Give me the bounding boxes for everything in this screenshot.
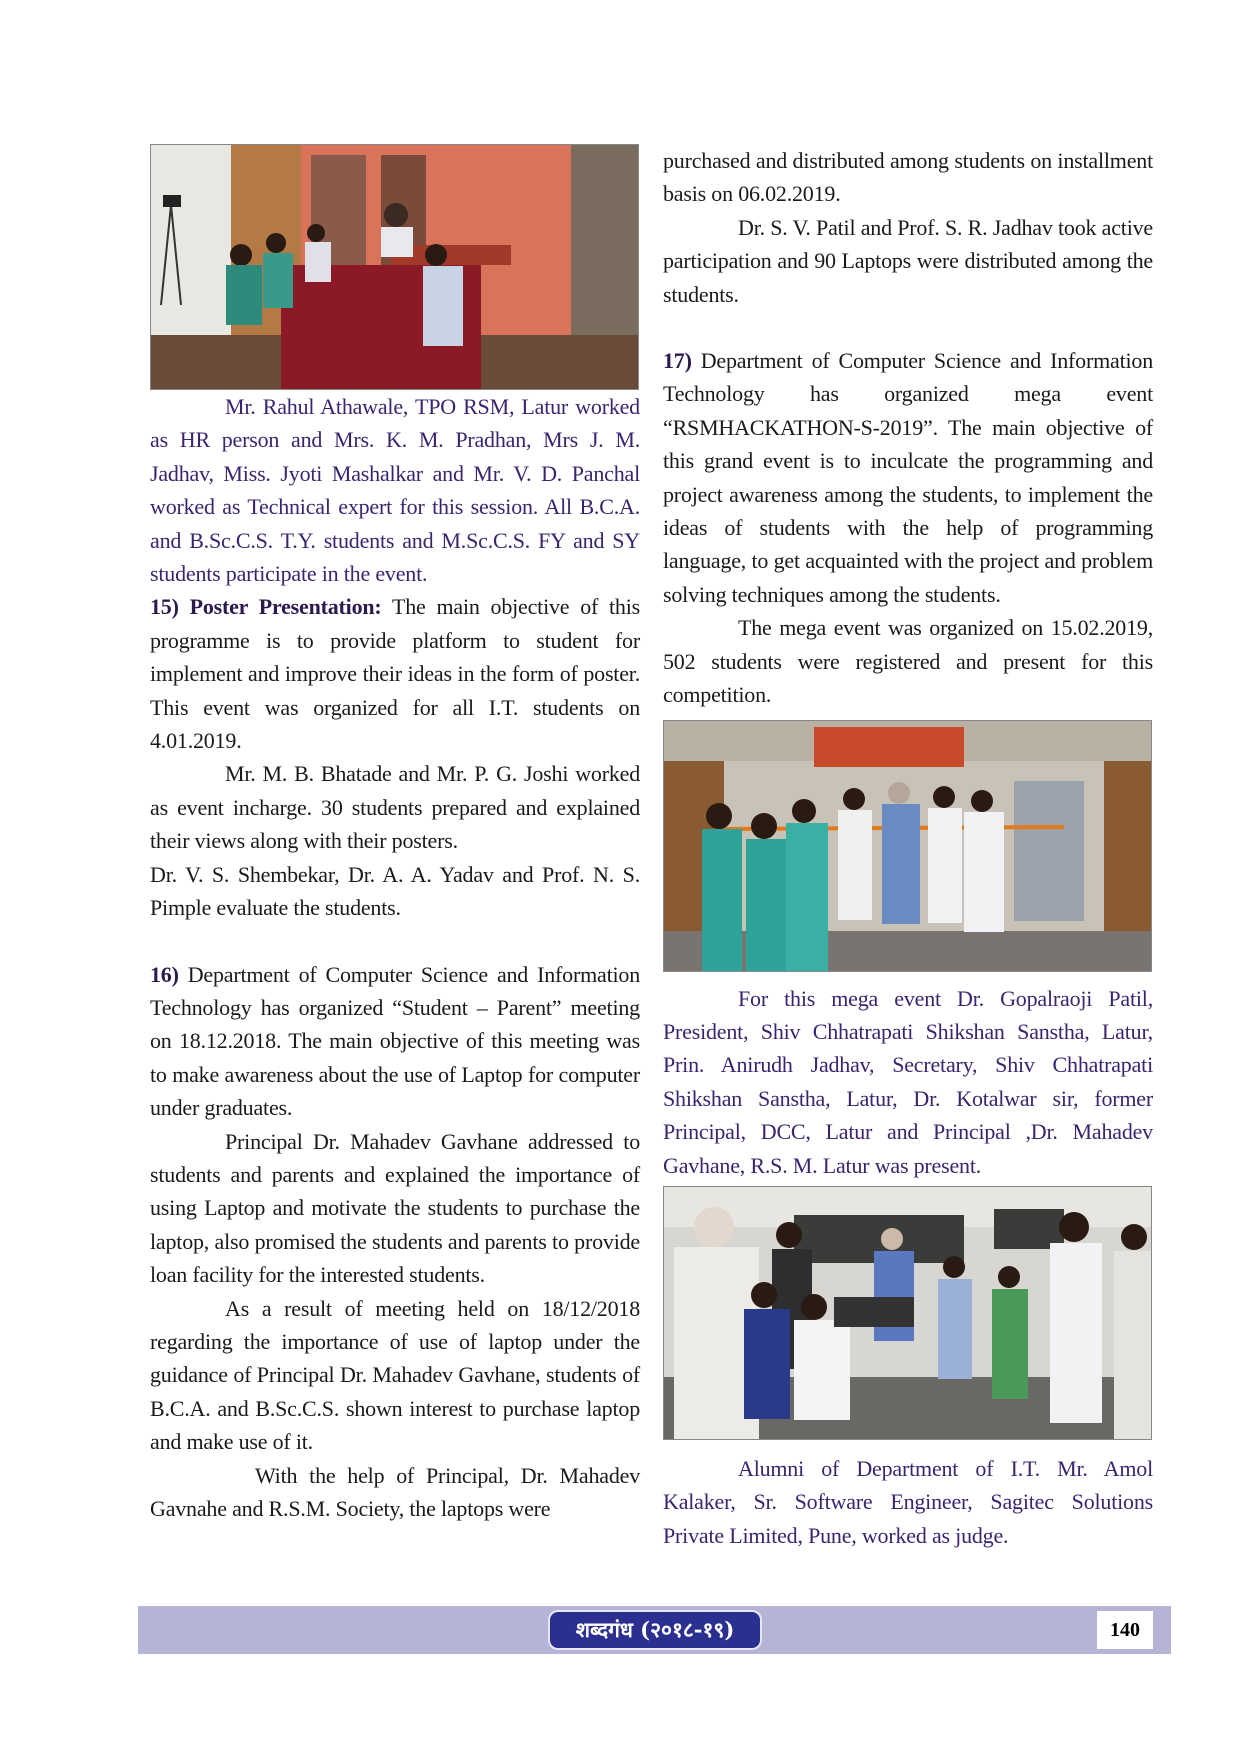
- section-16-principal: Principal Dr. Mahadev Gavhane addressed to students and parents and explained the importance of using Laptop and motivate the students to purchase the laptop, also promised the students and parents to provide loan facility for the interested students.: [150, 1128, 640, 1288]
- photo-ribbon-caption: For this mega event Dr. Gopalraoji Patil, President, Shiv Chhatrapati Shikshan Sanstha, Latur, Prin. Anirudh Jadhav, Secretary, Shiv Chhatrapati Shikshan Sanstha, Latur, Dr. Kotalwar sir, former Principal, DCC, Latur and Principal ,Dr. Mahadev Gavhane, R.S. M. Latur was present.: [663, 985, 1153, 1178]
- section-17-paragraph: [663, 344, 1153, 611]
- page-footer: [138, 1606, 1171, 1654]
- section-15-incharge: Mr. M. B. Bhatade and Mr. P. G. Joshi worked as event incharge. 30 students prepared and explained their views along with their posters.: [150, 761, 640, 854]
- photo-judging: [663, 1186, 1152, 1440]
- photo-meeting-caption: Mr. Rahul Athawale, TPO RSM, Latur worked as HR person and Mrs. K. M. Pradhan, Mrs J. M. Jadhav, Miss. Jyoti Mashalkar and Mr. V. D. Panchal worked as Technical expert for this session. All B.C.A. and B.Sc.C.S. T.Y. students and M.Sc.C.S. FY and SY students participate in the event.: [150, 394, 640, 587]
- section-17-date: The mega event was organized on 15.02.2019, 502 students were registered and present for this competition.: [663, 615, 1153, 708]
- section-17-number: 17): [663, 348, 692, 374]
- section-15-paragraph: [150, 590, 640, 757]
- section-15-heading: 15) Poster Presentation:: [150, 594, 382, 620]
- section-15-text: The main objective of this programme is to provide platform to student for implement and improve their ideas in the form of poster. This event was organized for all I.T. students on 4.01.2019.: [150, 594, 640, 754]
- right-column: [663, 144, 1153, 1552]
- section-16-paragraph: [150, 958, 640, 1125]
- laptop-distribution-participants: Dr. S. V. Patil and Prof. S. R. Jadhav took active participation and 90 Laptops were distributed among the students.: [663, 214, 1153, 307]
- section-16-society: With the help of Principal, Dr. Mahadev Gavnahe and R.S.M. Society, the laptops were: [150, 1462, 640, 1521]
- section-15-evaluators: Dr. V. S. Shembekar, Dr. A. A. Yadav and Prof. N. S. Pimple evaluate the students.: [150, 861, 640, 921]
- photo-judging-caption: Alumni of Department of I.T. Mr. Amol Kalaker, Sr. Software Engineer, Sagitec Solutions Private Limited, Pune, worked as judge.: [663, 1455, 1153, 1548]
- section-17-text: Department of Computer Science and Information Technology has organized mega event “RSMHACKATHON-S-2019”. The main objective of this grand event is to inculcate the programming and project awareness among the students, to implement the ideas of students with the help of programming language, to get acquainted with the project and problem solving techniques among the students.: [663, 348, 1153, 607]
- left-column: [150, 144, 640, 1525]
- section-16-number: 16): [150, 961, 179, 987]
- photo-ribbon-cutting: [663, 720, 1152, 972]
- laptop-distribution-text: purchased and distributed among students on installment basis on 06.02.2019.: [663, 148, 1153, 207]
- section-16-text: Department of Computer Science and Information Technology has organized “Student – Parent” meeting on 18.12.2018. The main objective of this meeting was to make awareness about the use of Laptop for computer under graduates.: [150, 961, 640, 1121]
- photo-meeting-room: [150, 144, 639, 390]
- page-number: 140: [1097, 1611, 1153, 1649]
- journal-title: शब्दगंध (२०१८-१९): [548, 1610, 762, 1650]
- section-16-result: As a result of meeting held on 18/12/2018 regarding the importance of use of laptop under the guidance of Principal Dr. Mahadev Gavhane, students of B.C.A. and B.Sc.C.S. shown interest to purchase laptop and make use of it.: [150, 1295, 640, 1455]
